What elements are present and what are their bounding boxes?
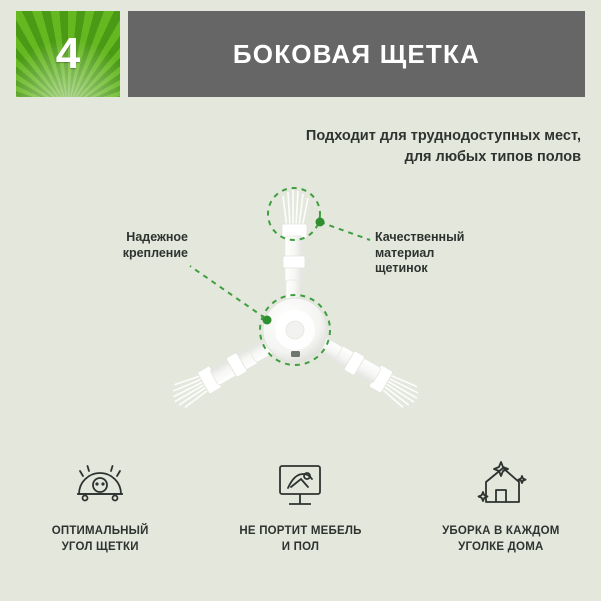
callout-mount: Надежное крепление xyxy=(122,230,188,260)
feature-caption: УБОРКА В КАЖДОМ УГОЛКЕ ДОМА xyxy=(442,525,560,553)
feature-caption: ОПТИМАЛЬНЫЙ УГОЛ ЩЕТКИ xyxy=(51,525,149,553)
brush-arm-right xyxy=(167,331,280,412)
brush-arm-left xyxy=(309,331,422,412)
feature-item xyxy=(200,452,400,582)
feature-item xyxy=(401,452,601,582)
leader-dot-mount xyxy=(263,316,272,325)
feature-row xyxy=(0,452,601,582)
title-bar xyxy=(128,11,585,97)
side-brush-graphic xyxy=(0,170,601,440)
brush-arm-top xyxy=(282,190,308,306)
callout-bristles: Качественный материал щетинок xyxy=(375,230,465,276)
leader-line-mount xyxy=(190,266,265,318)
brush-illustration xyxy=(0,170,601,440)
house-sparkle-icon xyxy=(470,452,532,514)
leader-dot-bristles xyxy=(316,218,325,227)
header xyxy=(0,0,601,108)
robot-vacuum-icon xyxy=(69,452,131,514)
leader-line-bristles xyxy=(320,222,370,240)
page-title: БОКОВАЯ ЩЕТКА xyxy=(232,38,481,69)
brush-hub xyxy=(263,298,327,362)
feature-caption: НЕ ПОРТИТ МЕБЕЛЬ И ПОЛ xyxy=(239,525,362,553)
feature-item xyxy=(0,452,200,582)
step-number-text: 4 xyxy=(55,29,81,78)
step-number-badge xyxy=(16,11,120,97)
subtitle-text: Подходит для труднодоступных мест, для любых типов полов xyxy=(305,128,581,166)
furniture-protect-icon xyxy=(269,452,331,514)
